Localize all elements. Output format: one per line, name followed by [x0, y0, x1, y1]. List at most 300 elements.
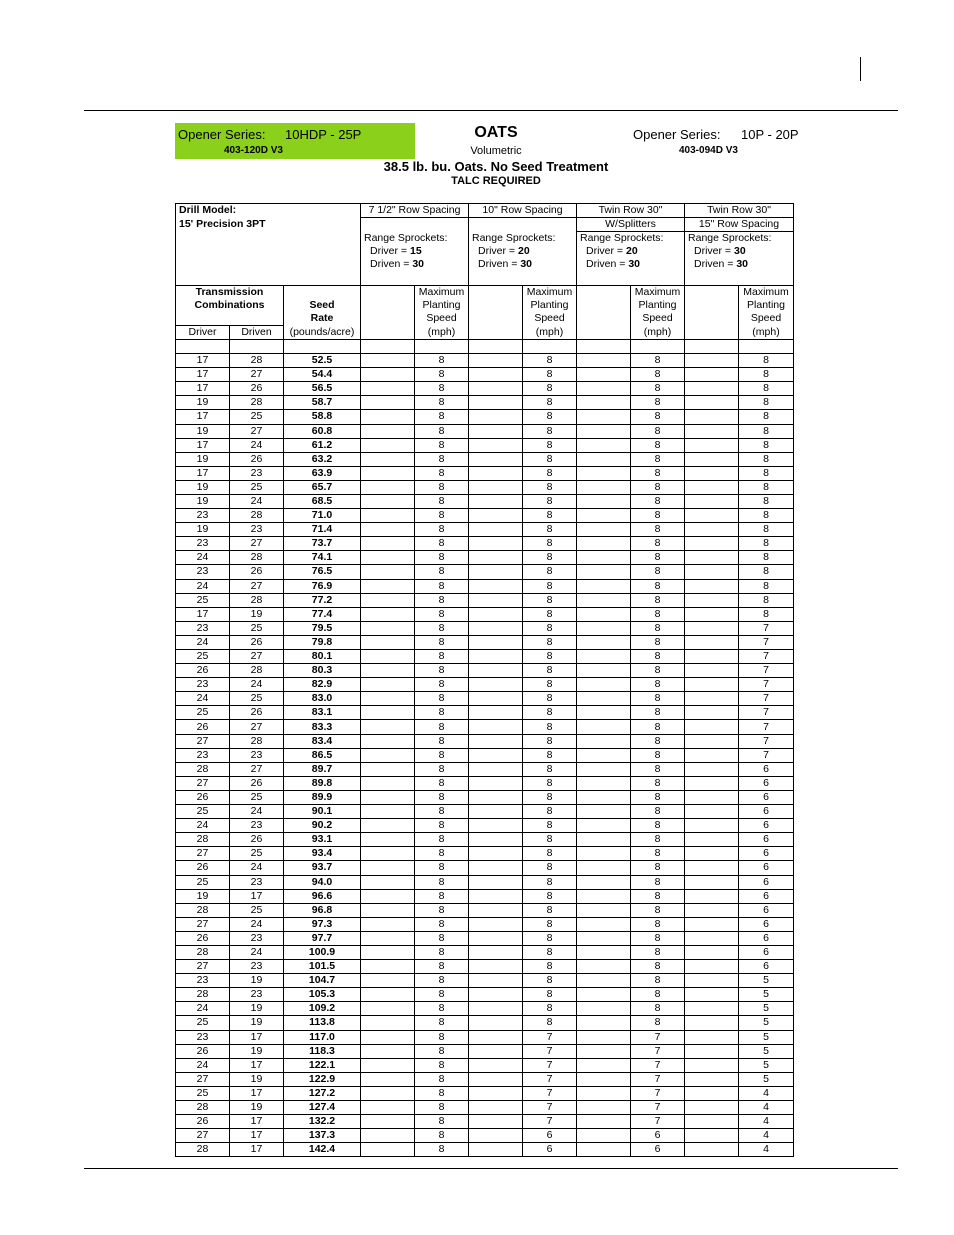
- max-speed-cell: 8: [415, 438, 469, 452]
- blank-cell: [685, 480, 739, 494]
- max-speed-cell: 8: [415, 494, 469, 508]
- driven-cell: 25: [230, 692, 284, 706]
- combinations-label: Combinations: [176, 299, 284, 312]
- max-speed-cell: 8: [415, 1016, 469, 1030]
- max-speed-cell: 5: [739, 974, 794, 988]
- driven-cell: 19: [230, 974, 284, 988]
- blank-cell: [469, 974, 523, 988]
- seed-description: 38.5 lb. bu. Oats. No Seed Treatment: [383, 159, 609, 174]
- blank-cell: [361, 1129, 415, 1143]
- blank-cell: [685, 875, 739, 889]
- table-row: [176, 1129, 794, 1143]
- max-speed-cell: 8: [415, 1072, 469, 1086]
- max-speed-cell: 8: [415, 1086, 469, 1100]
- table-row: [176, 410, 794, 424]
- max-speed-cell: 8: [523, 931, 577, 945]
- max-speed-cell: 7: [739, 734, 794, 748]
- blank-cell: [685, 974, 739, 988]
- max-speed-cell: 8: [415, 678, 469, 692]
- drill-model-value: 15' Precision 3PT: [176, 218, 361, 232]
- seed-rate-cell: 89.7: [284, 762, 361, 776]
- driver-value: 15: [409, 245, 422, 258]
- blank-cell: [361, 424, 415, 438]
- blank-cell: [685, 271, 794, 285]
- driven-cell: 24: [230, 494, 284, 508]
- driven-cell: 26: [230, 382, 284, 396]
- seed-rate-cell: 76.9: [284, 579, 361, 593]
- table-row: [176, 438, 794, 452]
- blank-cell: [469, 1030, 523, 1044]
- max-speed-cell: 8: [631, 819, 685, 833]
- range-sprocket-cell: [685, 245, 794, 258]
- blank-cell: [361, 396, 415, 410]
- table-row: [176, 1086, 794, 1100]
- seed-rate-cell: 93.7: [284, 861, 361, 875]
- opener-left-value: 10HDP - 25P: [285, 127, 362, 142]
- blank-cell: [284, 285, 361, 299]
- max-planting-speed-header: Maximum: [523, 285, 577, 299]
- driven-label: Driven =: [370, 258, 410, 271]
- max-speed-cell: 8: [739, 410, 794, 424]
- seed-rate-cell: 83.3: [284, 720, 361, 734]
- max-speed-cell: 8: [631, 382, 685, 396]
- blank-cell: [577, 1101, 631, 1115]
- driver-cell: 19: [176, 889, 230, 903]
- blank-cell: [685, 551, 739, 565]
- driver-cell: 23: [176, 565, 230, 579]
- max-speed-cell: 8: [739, 537, 794, 551]
- blank-cell: [685, 509, 739, 523]
- max-speed-cell: 8: [415, 790, 469, 804]
- driven-cell: 28: [230, 509, 284, 523]
- blank-cell: [361, 790, 415, 804]
- blank-cell: [361, 1072, 415, 1086]
- table-row: [176, 1058, 794, 1072]
- seed-rate-cell: 71.0: [284, 509, 361, 523]
- max-speed-cell: 8: [523, 396, 577, 410]
- table-row: [176, 1143, 794, 1157]
- blank-cell: [577, 664, 631, 678]
- seed-rate-cell: 96.6: [284, 889, 361, 903]
- driven-label: Driven =: [586, 258, 626, 271]
- max-speed-cell: 8: [739, 368, 794, 382]
- blank-cell: [469, 903, 523, 917]
- table-row: [176, 819, 794, 833]
- seed-rate-cell: 76.5: [284, 565, 361, 579]
- blank-cell: [577, 861, 631, 875]
- blank-cell: [361, 354, 415, 368]
- driven-cell: 27: [230, 579, 284, 593]
- driven-cell: 25: [230, 621, 284, 635]
- max-speed-cell: 6: [739, 960, 794, 974]
- blank-cell: [469, 354, 523, 368]
- max-speed-cell: 5: [739, 1058, 794, 1072]
- blank-cell: [577, 720, 631, 734]
- max-speed-cell: 6: [739, 833, 794, 847]
- max-speed-cell: 8: [523, 635, 577, 649]
- blank-cell: [685, 452, 739, 466]
- driven-cell: 24: [230, 861, 284, 875]
- max-planting-speed-header: Speed: [523, 312, 577, 326]
- seed-rate-cell: 52.5: [284, 354, 361, 368]
- max-speed-cell: 8: [523, 650, 577, 664]
- max-speed-cell: 8: [523, 861, 577, 875]
- driven-column-header: Driven: [230, 325, 284, 339]
- blank-cell: [469, 734, 523, 748]
- driver-cell: 24: [176, 635, 230, 649]
- max-speed-cell: 8: [631, 678, 685, 692]
- blank-cell: [685, 664, 739, 678]
- table-row: [176, 1044, 794, 1058]
- blank-cell: [361, 621, 415, 635]
- max-speed-cell: 8: [631, 748, 685, 762]
- driven-cell: 27: [230, 720, 284, 734]
- max-speed-cell: 8: [415, 1129, 469, 1143]
- blank-cell: [523, 339, 577, 353]
- table-row: [176, 452, 794, 466]
- blank-cell: [361, 312, 415, 326]
- blank-cell: [361, 960, 415, 974]
- max-speed-cell: 8: [631, 861, 685, 875]
- max-speed-cell: 8: [415, 1115, 469, 1129]
- blank-cell: [230, 339, 284, 353]
- blank-cell: [469, 847, 523, 861]
- driven-cell: 17: [230, 1129, 284, 1143]
- driver-cell: 17: [176, 368, 230, 382]
- driven-cell: 27: [230, 368, 284, 382]
- blank-cell: [685, 523, 739, 537]
- max-speed-cell: 8: [523, 945, 577, 959]
- blank-cell: [577, 1016, 631, 1030]
- max-speed-cell: 8: [415, 903, 469, 917]
- seed-rate-cell: 113.8: [284, 1016, 361, 1030]
- driver-cell: 25: [176, 875, 230, 889]
- seed-rate-cell: 82.9: [284, 678, 361, 692]
- max-speed-cell: 8: [415, 368, 469, 382]
- max-speed-cell: 8: [631, 988, 685, 1002]
- driver-value: 20: [626, 245, 638, 258]
- blank-cell: [685, 466, 739, 480]
- max-speed-cell: 8: [631, 410, 685, 424]
- max-speed-cell: 8: [415, 452, 469, 466]
- driver-cell: 27: [176, 734, 230, 748]
- max-speed-cell: 8: [739, 565, 794, 579]
- driver-cell: 25: [176, 1016, 230, 1030]
- blank-cell: [361, 650, 415, 664]
- max-speed-cell: 7: [523, 1101, 577, 1115]
- max-speed-cell: 8: [523, 1016, 577, 1030]
- max-speed-cell: 7: [631, 1072, 685, 1086]
- driver-cell: 19: [176, 396, 230, 410]
- blank-cell: [577, 551, 631, 565]
- seed-rate-cell: 77.2: [284, 593, 361, 607]
- blank-cell: [685, 607, 739, 621]
- driven-cell: 26: [230, 635, 284, 649]
- max-speed-cell: 7: [631, 1086, 685, 1100]
- page-subtitle: Volumetric: [470, 145, 522, 157]
- seed-rate-cell: 63.2: [284, 452, 361, 466]
- range-sprocket-cell: [469, 245, 577, 258]
- seed-rate-cell: 127.4: [284, 1101, 361, 1115]
- blank-cell: [284, 339, 361, 353]
- max-speed-cell: 8: [415, 833, 469, 847]
- blank-cell: [685, 621, 739, 635]
- spacing-subheader: [361, 218, 469, 232]
- seed-rate-cell: 96.8: [284, 903, 361, 917]
- seed-rate-cell: 132.2: [284, 1115, 361, 1129]
- driven-cell: 28: [230, 551, 284, 565]
- blank-cell: [577, 960, 631, 974]
- table-row: [176, 889, 794, 903]
- max-speed-cell: 8: [631, 354, 685, 368]
- max-speed-cell: 8: [631, 847, 685, 861]
- driven-cell: 24: [230, 678, 284, 692]
- blank-cell: [361, 988, 415, 1002]
- blank-cell: [361, 382, 415, 396]
- blank-cell: [685, 494, 739, 508]
- max-speed-cell: 8: [631, 452, 685, 466]
- blank-cell: [469, 607, 523, 621]
- blank-cell: [577, 354, 631, 368]
- table-row: [176, 579, 794, 593]
- blank-cell: [577, 1072, 631, 1086]
- range-sprockets-label: Range Sprockets:: [472, 231, 556, 244]
- blank-cell: [685, 706, 739, 720]
- max-speed-cell: 8: [523, 917, 577, 931]
- max-speed-cell: 7: [739, 650, 794, 664]
- driver-cell: 23: [176, 748, 230, 762]
- blank-cell: [685, 1129, 739, 1143]
- driver-cell: 26: [176, 790, 230, 804]
- max-speed-cell: 8: [415, 664, 469, 678]
- driver-cell: 27: [176, 917, 230, 931]
- max-speed-cell: 8: [415, 1143, 469, 1157]
- range-sprocket-cell: [685, 258, 794, 271]
- max-speed-cell: 8: [523, 565, 577, 579]
- range-sprockets-label: Range Sprockets:: [688, 232, 772, 245]
- blank-cell: [361, 339, 415, 353]
- opener-right-label: Opener Series:: [633, 127, 721, 142]
- driver-cell: 27: [176, 1129, 230, 1143]
- blank-cell: [577, 285, 631, 299]
- max-speed-cell: 8: [415, 551, 469, 565]
- driver-cell: 27: [176, 960, 230, 974]
- blank-cell: [577, 1030, 631, 1044]
- table-row: [176, 382, 794, 396]
- driver-cell: 27: [176, 1072, 230, 1086]
- max-speed-cell: 8: [415, 889, 469, 903]
- blank-cell: [577, 678, 631, 692]
- table-row: [176, 945, 794, 959]
- driven-cell: 28: [230, 734, 284, 748]
- max-speed-cell: 7: [523, 1115, 577, 1129]
- max-planting-speed-header: (mph): [523, 325, 577, 339]
- max-speed-cell: 6: [739, 931, 794, 945]
- blank-cell: [469, 325, 523, 339]
- max-speed-cell: 8: [631, 762, 685, 776]
- max-speed-cell: 8: [631, 1002, 685, 1016]
- blank-cell: [685, 635, 739, 649]
- max-speed-cell: 8: [415, 354, 469, 368]
- table-row: [176, 480, 794, 494]
- blank-cell: [577, 480, 631, 494]
- blank-cell: [469, 1002, 523, 1016]
- table-row: [176, 974, 794, 988]
- blank-cell: [361, 945, 415, 959]
- max-speed-cell: 7: [631, 1115, 685, 1129]
- blank-cell: [577, 734, 631, 748]
- blank-cell: [176, 312, 284, 326]
- range-sprocket-cell: [577, 245, 685, 258]
- blank-cell: [685, 424, 739, 438]
- blank-cell: [361, 974, 415, 988]
- seed-rate-header: (pounds/acre): [284, 325, 361, 339]
- driven-cell: 27: [230, 424, 284, 438]
- driver-cell: 17: [176, 607, 230, 621]
- blank-cell: [469, 537, 523, 551]
- max-speed-cell: 4: [739, 1129, 794, 1143]
- max-speed-cell: 8: [523, 776, 577, 790]
- driven-cell: 24: [230, 945, 284, 959]
- blank-cell: [469, 988, 523, 1002]
- blank-cell: [577, 523, 631, 537]
- max-speed-cell: 7: [523, 1072, 577, 1086]
- blank-cell: [469, 382, 523, 396]
- max-speed-cell: 8: [739, 438, 794, 452]
- blank-cell: [685, 1086, 739, 1100]
- driven-cell: 26: [230, 565, 284, 579]
- max-speed-cell: 4: [739, 1143, 794, 1157]
- blank-cell: [577, 875, 631, 889]
- max-planting-speed-header: Planting: [415, 299, 469, 312]
- seed-rate-cell: 79.5: [284, 621, 361, 635]
- driven-cell: 19: [230, 1044, 284, 1058]
- blank-cell: [361, 1101, 415, 1115]
- max-speed-cell: 8: [631, 889, 685, 903]
- max-speed-cell: 6: [739, 847, 794, 861]
- driven-cell: 25: [230, 847, 284, 861]
- blank-cell: [577, 312, 631, 326]
- driver-cell: 24: [176, 579, 230, 593]
- driver-column-header: Driver: [176, 325, 230, 339]
- range-sprocket-cell: [469, 232, 577, 246]
- blank-cell: [361, 706, 415, 720]
- driven-cell: 17: [230, 1058, 284, 1072]
- blank-cell: [685, 1143, 739, 1157]
- driver-cell: 23: [176, 621, 230, 635]
- max-speed-cell: 8: [739, 424, 794, 438]
- blank-cell: [361, 1143, 415, 1157]
- driver-label: Driver =: [586, 245, 624, 258]
- blank-cell: [685, 325, 739, 339]
- blank-cell: [685, 678, 739, 692]
- max-speed-cell: 6: [739, 819, 794, 833]
- max-speed-cell: 8: [631, 523, 685, 537]
- max-speed-cell: 8: [523, 762, 577, 776]
- blank-cell: [361, 734, 415, 748]
- blank-cell: [361, 861, 415, 875]
- table-row: [176, 551, 794, 565]
- blank-cell: [577, 748, 631, 762]
- max-speed-cell: 6: [739, 945, 794, 959]
- blank-cell: [685, 1072, 739, 1086]
- blank-cell: [469, 312, 523, 326]
- max-speed-cell: 8: [415, 706, 469, 720]
- max-speed-cell: 8: [523, 480, 577, 494]
- blank-cell: [685, 776, 739, 790]
- seed-rate-cell: 109.2: [284, 1002, 361, 1016]
- seed-rate-cell: 118.3: [284, 1044, 361, 1058]
- blank-cell: [577, 537, 631, 551]
- blank-cell: [361, 776, 415, 790]
- blank-cell: [469, 917, 523, 931]
- max-speed-cell: 5: [739, 1002, 794, 1016]
- blank-cell: [361, 565, 415, 579]
- table-row: [176, 354, 794, 368]
- blank-cell: [469, 1016, 523, 1030]
- max-speed-cell: 8: [523, 607, 577, 621]
- blank-cell: [361, 579, 415, 593]
- blank-cell: [361, 607, 415, 621]
- seed-rate-cell: 127.2: [284, 1086, 361, 1100]
- blank-cell: [176, 232, 361, 246]
- max-speed-cell: 8: [523, 664, 577, 678]
- blank-cell: [577, 833, 631, 847]
- max-speed-cell: 5: [739, 988, 794, 1002]
- max-speed-cell: 8: [631, 438, 685, 452]
- seed-rate-cell: 77.4: [284, 607, 361, 621]
- blank-cell: [361, 692, 415, 706]
- max-speed-cell: 7: [523, 1086, 577, 1100]
- seed-rate-cell: 105.3: [284, 988, 361, 1002]
- max-speed-cell: 8: [523, 466, 577, 480]
- blank-cell: [469, 748, 523, 762]
- max-speed-cell: 8: [415, 1101, 469, 1115]
- max-speed-cell: 6: [739, 889, 794, 903]
- driven-cell: 23: [230, 748, 284, 762]
- max-speed-cell: 8: [631, 551, 685, 565]
- table-row: [176, 1016, 794, 1030]
- blank-cell: [361, 551, 415, 565]
- max-speed-cell: 8: [631, 1016, 685, 1030]
- blank-cell: [577, 339, 631, 353]
- blank-cell: [469, 480, 523, 494]
- blank-cell: [577, 988, 631, 1002]
- blank-cell: [577, 396, 631, 410]
- table-row: [176, 931, 794, 945]
- driven-cell: 17: [230, 1086, 284, 1100]
- max-speed-cell: 8: [739, 382, 794, 396]
- blank-cell: [685, 285, 739, 299]
- max-speed-cell: 8: [523, 790, 577, 804]
- blank-cell: [631, 339, 685, 353]
- blank-cell: [469, 1129, 523, 1143]
- blank-cell: [685, 861, 739, 875]
- driver-cell: 19: [176, 424, 230, 438]
- driven-value: 30: [628, 258, 641, 271]
- blank-cell: [577, 368, 631, 382]
- max-speed-cell: 8: [523, 889, 577, 903]
- max-speed-cell: 8: [415, 579, 469, 593]
- blank-cell: [361, 480, 415, 494]
- blank-cell: [469, 635, 523, 649]
- blank-cell: [469, 776, 523, 790]
- blank-cell: [469, 523, 523, 537]
- blank-cell: [685, 1030, 739, 1044]
- spacing-subheader: [469, 218, 577, 232]
- blank-cell: [469, 299, 523, 312]
- max-speed-cell: 8: [739, 509, 794, 523]
